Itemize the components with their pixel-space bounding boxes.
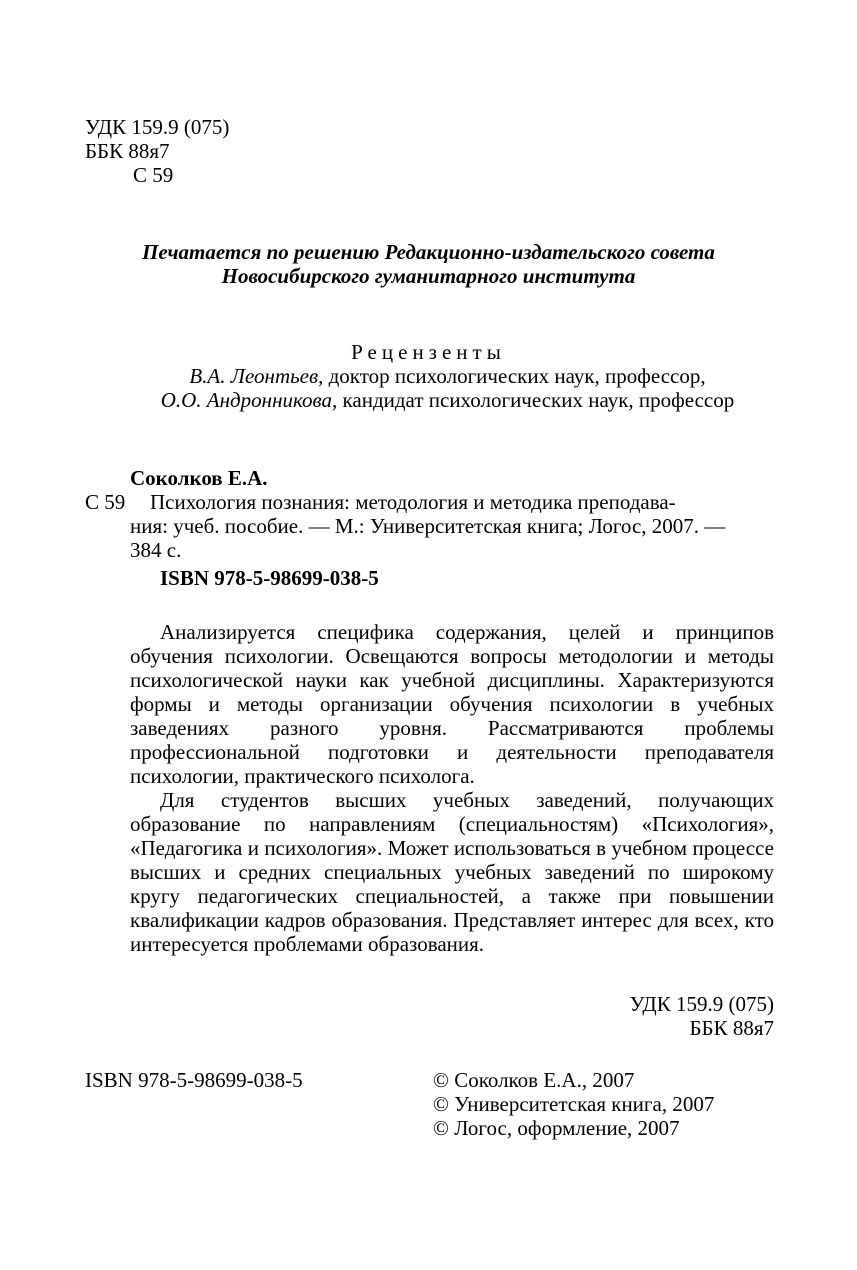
footer-bbk: ББК 88я7 [689,1016,774,1040]
footer-isbn: ISBN 978-5-98699-038-5 [85,1068,303,1092]
reviewers-block [0,340,857,412]
isbn-bold: ISBN 978-5-98699-038-5 [160,566,379,590]
footer-udk: УДК 159.9 (075) [629,992,774,1016]
bbk-code: ББК 88я7 [85,139,170,163]
footer-classification [630,992,774,1040]
classification-block [85,115,229,187]
reviewers-heading: Рецензенты [351,340,506,364]
bibliography-code: С 59 [85,490,126,514]
bibliography-line: 384 с. [130,538,182,562]
copyright-line: © Университетская книга, 2007 [433,1092,715,1116]
publishing-decision-line: Новосибирского гуманитарного института [221,264,636,288]
reviewer-title: , доктор психологических наук, профессор, [318,364,706,388]
copyright-line: © Соколков Е.А., 2007 [433,1068,635,1092]
copyright-line: © Логос, оформление, 2007 [433,1116,680,1140]
abstract-paragraph: Анализируется специфика содержания, целей и принципов обучения психологии. Освещаются вопросы методологии и методы психологической науки как учебной дисциплины. Характеризуются формы и методы организации обучения психологии в учебных заведениях разного уровня. Рассматриваются проблемы профессиональной подготовки и деятельности преподавателя психологии, практического психолога. [130,620,774,788]
publishing-decision-line: Печатается по решению Редакционно-издательского совета [142,240,715,264]
reviewer-name: О.О. Андронникова [160,388,332,412]
publishing-decision [0,240,857,288]
reviewer-name: В.А. Леонтьев [189,364,319,388]
bibliography-line: Психология познания: методология и методика преподава- [150,490,676,514]
reviewer [0,364,857,388]
udk-code: УДК 159.9 (075) [85,115,230,139]
book-author: Соколков Е.А. [130,466,268,490]
abstract [130,620,774,956]
reviewer [0,388,857,412]
reviewer-title: , кандидат психологических наук, профессор [332,388,735,412]
bibliographic-description [130,490,774,562]
abstract-paragraph: Для студентов высших учебных заведений, получающих образование по направлениям (специальностям) «Психология», «Педагогика и психология». Может использоваться в учебном процессе высших и средних специальных учебных заведений по широкому кругу педагогических специальностей, а также при повышении квалификации кадров образования. Представляет интерес для всех, кто интересуется проблемами образования. [130,788,774,956]
copyright-block [433,1068,714,1140]
bibliography-line: ния: учеб. пособие. — М.: Университетская книга; Логос, 2007. — [130,514,726,538]
author-mark: С 59 [133,163,174,187]
